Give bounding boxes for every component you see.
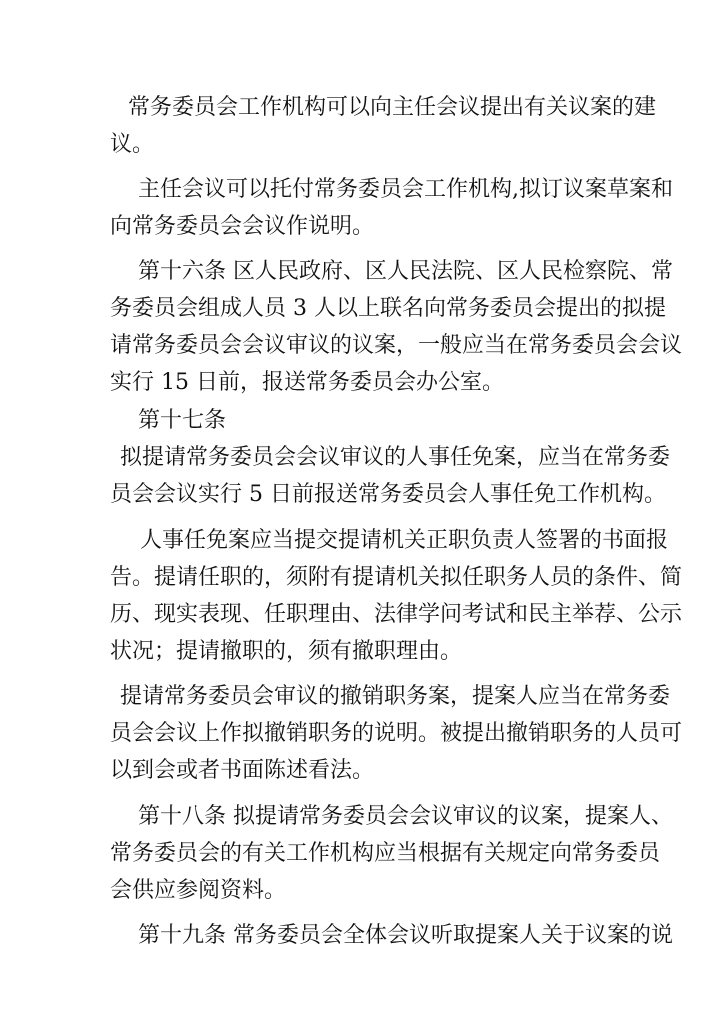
text-line-15: 状况；提请撤职的，须有撤职理由。 [110, 639, 463, 664]
text-line-17: 员会会议上作拟撤销职务的说明。被提出撤销职务的人员可 [110, 721, 683, 746]
text-line-12: 人事任免案应当提交提请机关正职负责人签署的书面报 [140, 528, 669, 553]
text-line-10: 拟提请常务委员会会议审议的人事任免案，应当在常务委 [120, 445, 671, 470]
text-line-3: 主任会议可以托付常务委员会工作机构,拟订议案草案和 [138, 177, 673, 202]
text-line-7: 请常务委员会会议审议的议案，一般应当在常务委员会会议 [110, 333, 683, 358]
text-line-4: 向常务委员会会议作说明。 [110, 214, 375, 239]
text-line-11: 员会会议实行 5 日前报送常务委员会人事任免工作机构。 [110, 482, 666, 507]
text-line-19: 第十八条 拟提请常务委员会会议审议的议案，提案人、 [138, 804, 673, 829]
text-line-9: 第十七条 [138, 408, 227, 433]
text-line-21: 会供应参阅资料。 [110, 878, 287, 903]
text-line-2: 议。 [110, 132, 155, 157]
text-line-6: 务委员会组成人员 3 人以上联名向常务委员会提出的拟提 [110, 296, 666, 321]
text-line-16: 提请常务委员会审议的撤销职务案，提案人应当在常务委 [120, 684, 671, 709]
text-line-1: 常务委员会工作机构可以向主任会议提出有关议案的建 [128, 95, 657, 120]
text-line-18: 以到会或者书面陈述看法。 [110, 758, 375, 783]
text-line-8: 实行 15 日前，报送常务委员会办公室。 [110, 370, 504, 395]
text-line-13: 告。提请任职的，须附有提请机关拟任职务人员的条件、简 [110, 565, 683, 590]
text-line-14: 历、现实表现、任职理由、法律学问考试和民主举荐、公示 [110, 602, 683, 627]
text-line-20: 常务委员会的有关工作机构应当根据有关规定向常务委员 [110, 841, 661, 866]
text-line-22: 第十九条 常务委员会全体会议听取提案人关于议案的说 [138, 923, 673, 948]
text-line-5: 第十六条 区人民政府、区人民法院、区人民检察院、常 [138, 259, 673, 284]
